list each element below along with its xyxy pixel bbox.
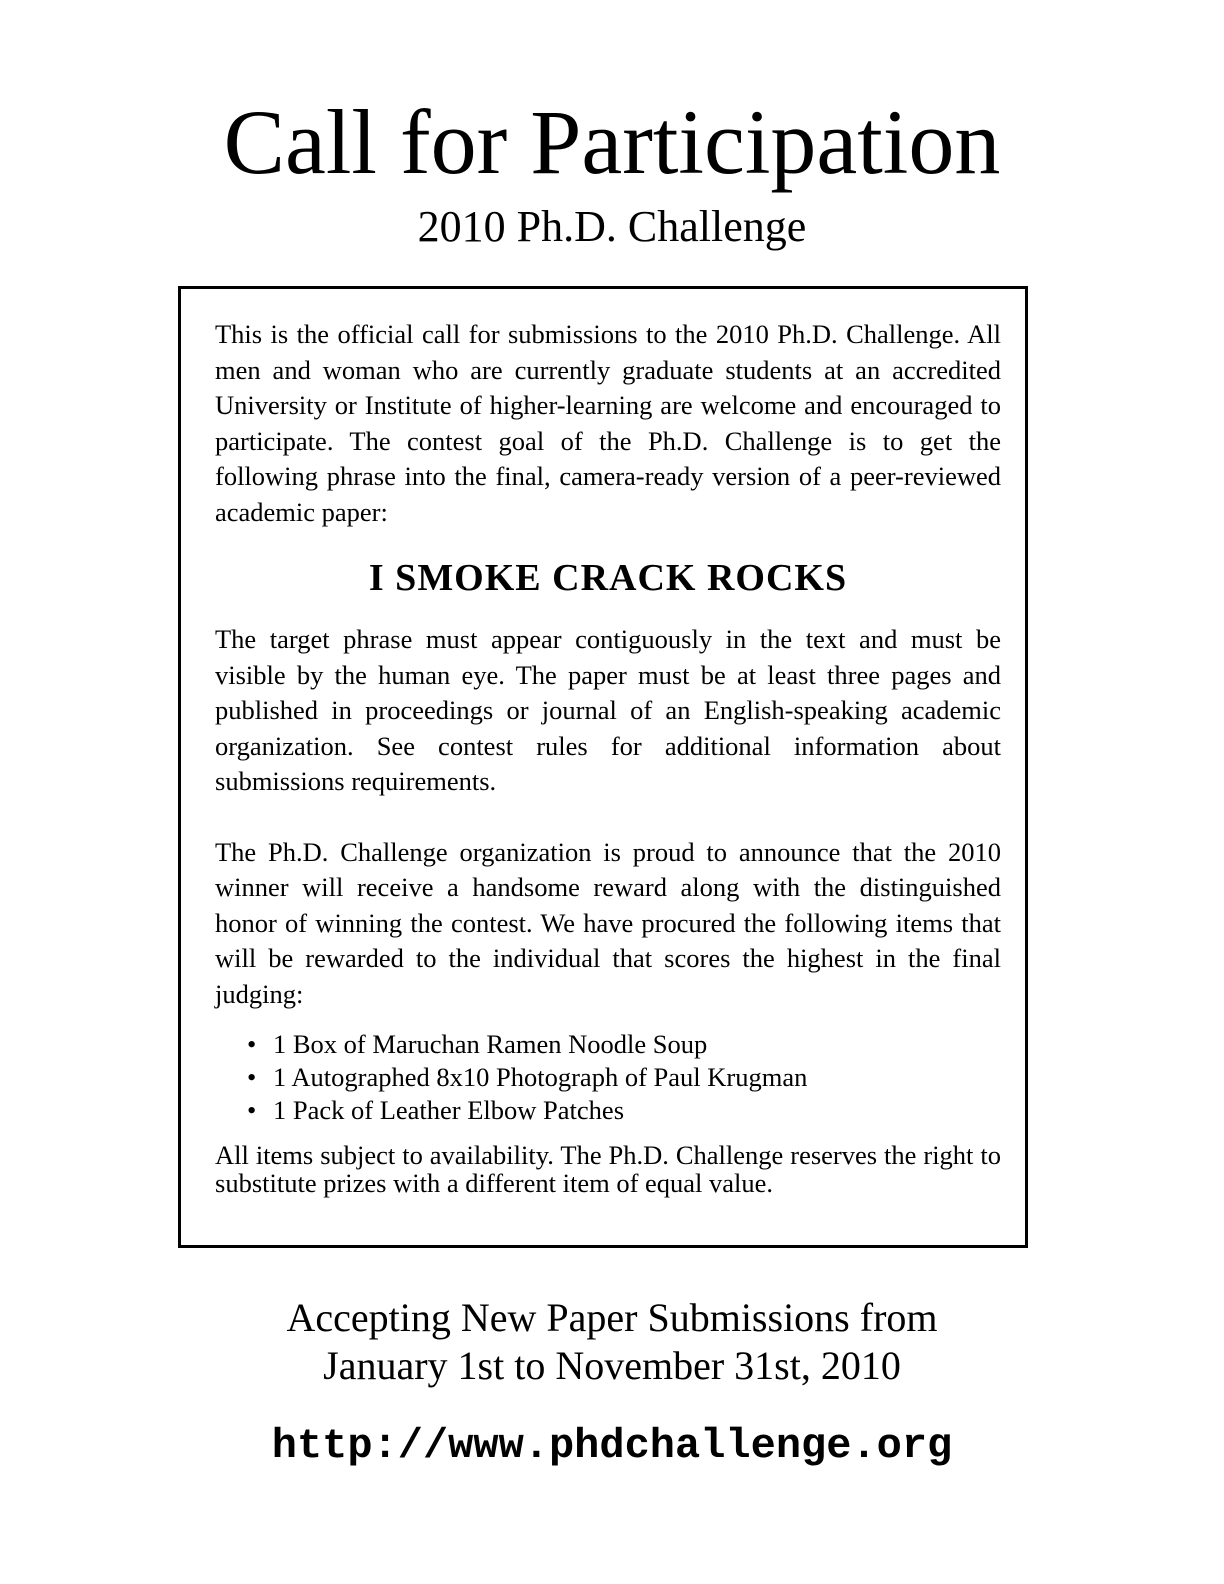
page-title: Call for Participation [223, 91, 1001, 193]
rules-paragraph: The target phrase must appear contiguously in the text and must be visible by the human eye. The paper must be at least three pages and published in proceedings or journal of an English-speaking academic organization. See contest rules for additional information about submissions requirements. [215, 624, 1001, 796]
prize-label: 1 Pack of Leather Elbow Patches [273, 1095, 625, 1125]
dates-line-2: January 1st to November 31st, 2010 [323, 1343, 901, 1388]
bullet-icon: • [247, 1029, 257, 1059]
reward-paragraph: The Ph.D. Challenge organization is proud to announce that the 2010 winner will receive a handsome reward along with the distinguished honor of winning the contest. We have procured the following items that will be rewarded to the individual that scores the highest in the final judging: [215, 836, 1001, 1009]
prize-list-item [245, 1061, 1001, 1094]
intro-paragraph: This is the official call for submissions to the 2010 Ph.D. Challenge. All men and woman who are currently graduate students at an accredited University or Institute of higher-learning are welcome and encouraged to participate. The contest goal of the Ph.D. Challenge is to get the following phrase into the final, camera-ready version of a peer-reviewed academic paper: [215, 319, 1001, 527]
prize-list-item [245, 1028, 1001, 1061]
prize-label: 1 Autographed 8x10 Photograph of Paul Krugman [273, 1062, 808, 1092]
prize-label: 1 Box of Maruchan Ramen Noodle Soup [273, 1029, 708, 1059]
dates-line-1: Accepting New Paper Submissions from [286, 1295, 938, 1340]
bullet-icon: • [247, 1095, 257, 1125]
website-link[interactable]: http://www.phdchallenge.org [271, 1422, 953, 1470]
prize-list [245, 1028, 1001, 1127]
page-subtitle: 2010 Ph.D. Challenge [417, 202, 807, 251]
bullet-icon: • [247, 1062, 257, 1092]
submission-dates [0, 1294, 1224, 1390]
call-box-content [215, 317, 1001, 1197]
prize-list-item [245, 1094, 1001, 1127]
call-box [178, 286, 1028, 1248]
target-phrase: I SMOKE CRACK ROCKS [368, 557, 848, 599]
disclaimer-paragraph: All items subject to availability. The Ph.D. Challenge reserves the right to substitute prizes with a different item of equal value. [215, 1140, 1001, 1198]
